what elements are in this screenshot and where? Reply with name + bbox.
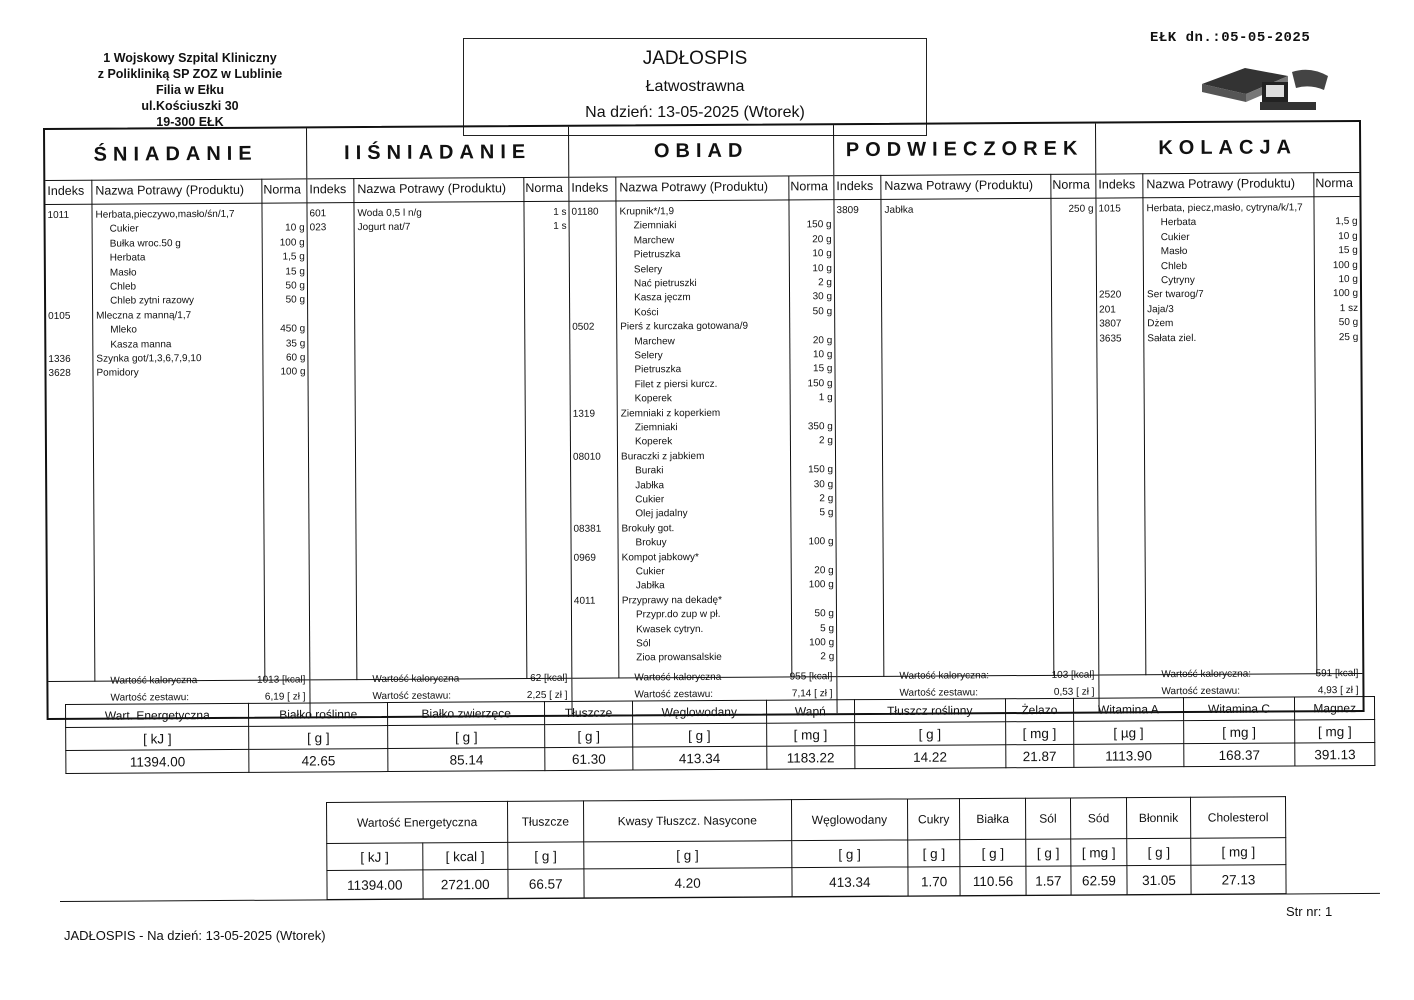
item-index: 08381 xyxy=(573,523,602,535)
column-divider xyxy=(353,178,357,680)
issue-date: EŁK dn.:05-05-2025 xyxy=(1150,30,1311,46)
item-name: Pomidory xyxy=(96,367,139,380)
kcal-label: Wartość kaloryczna xyxy=(372,673,460,685)
item-name: Herbata,pieczywo,masło/śn/1,7 xyxy=(95,208,235,221)
item-norm: 20 g xyxy=(812,233,832,246)
item-name: Koperek xyxy=(634,436,673,448)
item-norm: 50 g xyxy=(285,294,306,306)
item-name: Marchew xyxy=(633,234,675,247)
item-index: 3635 xyxy=(1099,333,1122,345)
kcal-value: 591 [kcal] xyxy=(1315,667,1359,680)
nutrient-value: 21.87 xyxy=(1005,744,1074,767)
nut2-header: Błonnik xyxy=(1126,797,1190,838)
column-headers xyxy=(569,175,833,202)
footer-text: JADŁOSPIS - Na dzień: 13-05-2025 (Wtorek) xyxy=(64,928,326,943)
nutrient-header: Białko zwierzęce xyxy=(387,702,545,726)
nutrient-unit: [ g ] xyxy=(249,726,388,750)
cost-value: 6,19 [ zł ] xyxy=(264,691,306,703)
nutrient-unit: [ mg ] xyxy=(766,723,854,747)
item-name: Herbata xyxy=(1160,217,1197,229)
item-norm: 100 g xyxy=(809,637,835,649)
nutrient-unit: [ g ] xyxy=(545,724,632,748)
nut2-value: 66.57 xyxy=(508,869,584,898)
hospital-info xyxy=(60,50,320,130)
nut2-value: 413.34 xyxy=(792,867,908,897)
item-name: Jabłka xyxy=(884,204,914,216)
nutrient-value: 1113.90 xyxy=(1074,744,1184,768)
item-norm: 20 g xyxy=(812,334,833,346)
nutrient-unit: [ mg ] xyxy=(1005,721,1074,744)
nut2-header: Wartość Energetyczna xyxy=(327,801,508,843)
item-norm: 150 g xyxy=(806,219,832,231)
nut2-unit: [ g ] xyxy=(1025,839,1070,866)
item-norm: 2 g xyxy=(820,651,835,663)
item-index: 2520 xyxy=(1099,289,1122,301)
item-name: Buraki xyxy=(635,465,664,477)
item-index: 01180 xyxy=(571,206,599,218)
column-divider xyxy=(523,177,527,679)
cost-label: Wartość zestawu: xyxy=(110,692,190,704)
item-name: Bułka wroc.50 g xyxy=(109,237,181,250)
item-norm: 15 g xyxy=(812,363,833,375)
item-norm: 20 g xyxy=(814,565,834,577)
nutrient-unit: [ µg ] xyxy=(1074,721,1184,745)
item-index: 1011 xyxy=(47,209,70,221)
item-norm: 35 g xyxy=(285,337,306,350)
meal-section xyxy=(307,127,573,717)
item-name: Przyprawy na dekadę* xyxy=(621,594,722,607)
item-name: Zioa prowansalskie xyxy=(636,652,722,664)
item-name: Selery xyxy=(633,263,663,275)
column-divider xyxy=(615,176,619,678)
column-divider xyxy=(1142,173,1146,675)
item-norm: 50 g xyxy=(285,280,306,292)
hospital-line: Filia w Ełku xyxy=(155,83,225,97)
item-norm: 100 g xyxy=(280,366,306,378)
nutrient-header: Białko roślinne xyxy=(249,703,388,727)
nutrient-unit: [ mg ] xyxy=(1183,720,1295,744)
item-name: Jabłka xyxy=(635,580,665,592)
item-norm: 5 g xyxy=(819,507,834,519)
item-name: Kompot jabkowy* xyxy=(621,551,699,564)
item-index: 1015 xyxy=(1098,203,1121,215)
nut2-unit: [ mg ] xyxy=(1191,838,1286,866)
item-norm: 100 g xyxy=(1332,288,1359,300)
item-name: Kasza jęczm xyxy=(634,292,691,304)
item-name: Cukier xyxy=(1160,231,1190,243)
column-header-norm: Norma xyxy=(790,179,828,194)
item-norm: 100 g xyxy=(808,536,834,548)
item-norm: 150 g xyxy=(808,464,834,476)
item-name: Masło xyxy=(109,267,137,279)
menu-day: Na dzień: 13-05-2025 (Wtorek) xyxy=(585,104,805,121)
item-name: Cukier xyxy=(635,566,665,578)
item-name: Sałata ziel. xyxy=(1147,332,1197,344)
item-name: Filet z piersi kurcz. xyxy=(634,378,718,391)
meal-section xyxy=(569,125,838,715)
nut2-value: 27.13 xyxy=(1191,865,1286,895)
nut2-value: 1.57 xyxy=(1026,866,1071,895)
item-norm: 10 g xyxy=(812,262,832,274)
item-name: Nać pietruszki xyxy=(633,278,697,290)
nutrient-header: Witamina C xyxy=(1183,697,1295,721)
item-norm: 1,5 g xyxy=(282,251,305,263)
item-name: Masło xyxy=(1160,246,1188,258)
nutrient-value: 168.37 xyxy=(1183,743,1295,767)
column-header-name: Nazwa Potrawy (Produktu) xyxy=(95,182,245,198)
item-name: Brokuły got. xyxy=(621,522,675,535)
meal-section xyxy=(1096,122,1363,712)
column-header-name: Nazwa Potrawy (Produktu) xyxy=(884,177,1034,193)
nut2-value: 2721.00 xyxy=(423,869,509,899)
item-name: Kasza manna xyxy=(110,338,172,351)
item-index: 023 xyxy=(309,222,327,234)
item-norm: 50 g xyxy=(1338,317,1359,329)
item-name: Herbata xyxy=(109,252,146,264)
nutrient-unit: [ g ] xyxy=(854,722,1005,746)
item-name: Chleb zytni razowy xyxy=(110,295,195,307)
nutrient-header: Węglowodany xyxy=(632,700,766,724)
item-norm: 15 g xyxy=(1338,245,1358,257)
item-index: 0969 xyxy=(573,552,596,564)
item-norm: 1 g xyxy=(818,392,833,404)
item-name: Przypr.do zup w pł. xyxy=(635,609,721,621)
nut2-header: Węglowodany xyxy=(791,799,907,841)
nutrient-unit: [ g ] xyxy=(632,723,766,747)
nut2-unit: [ kJ ] xyxy=(327,843,423,871)
column-header-name: Nazwa Potrawy (Produktu) xyxy=(1146,176,1296,192)
nut2-header: Kwasy Tłuszcz. Nasycone xyxy=(583,800,791,842)
cost-value: 4,93 [ zł ] xyxy=(1317,684,1359,697)
item-norm: 2 g xyxy=(818,435,833,447)
item-name: Dżem xyxy=(1147,318,1174,330)
item-name: Pietruszka xyxy=(634,364,682,376)
meal-section xyxy=(45,128,311,718)
item-norm: 15 g xyxy=(285,265,305,278)
column-header-name: Nazwa Potrawy (Produktu) xyxy=(357,181,507,197)
kcal-value: 1013 [kcal] xyxy=(256,674,306,686)
column-divider xyxy=(880,175,884,677)
item-name: Marchew xyxy=(634,335,675,347)
item-index: 601 xyxy=(309,208,327,220)
book-computer-icon xyxy=(1200,62,1335,112)
meal-title: ŚNIADANIE xyxy=(45,128,306,181)
nutrient-header: Magnez xyxy=(1295,697,1375,720)
cost-value: 7,14 [ zł ] xyxy=(791,688,833,700)
meal-title: OBIAD xyxy=(569,125,833,178)
hospital-line: 1 Wojskowy Szpital Kliniczny xyxy=(103,51,277,65)
cost-value: 0,53 [ zł ] xyxy=(1053,686,1095,698)
item-norm: 1 sz xyxy=(1339,302,1359,314)
menu-grid xyxy=(43,120,1365,720)
column-header-name: Nazwa Potrawy (Produktu) xyxy=(619,179,769,195)
item-norm: 50 g xyxy=(814,608,835,620)
kcal-label: Wartość kaloryczna xyxy=(110,675,198,687)
kcal-value: 62 [kcal] xyxy=(530,672,568,685)
nut2-value: 110.56 xyxy=(960,866,1026,895)
item-name: Jogurt nat/7 xyxy=(357,222,411,234)
nut2-header: Sól xyxy=(1025,798,1070,839)
nutrient-value: 85.14 xyxy=(388,748,546,772)
item-name: Jaja/3 xyxy=(1147,303,1174,316)
column-header-norm: Norma xyxy=(525,180,563,196)
nut2-unit: [ mg ] xyxy=(1071,839,1127,866)
item-name: Kości xyxy=(634,307,659,319)
item-name: Ziemniaki xyxy=(634,422,678,434)
item-index: 1319 xyxy=(572,408,596,420)
item-name: Mleczna z manną/1,7 xyxy=(96,309,192,322)
page-number: Str nr: 1 xyxy=(1286,904,1333,919)
item-norm: 250 g xyxy=(1068,203,1094,215)
item-norm: 30 g xyxy=(812,291,833,303)
item-name: Pietruszka xyxy=(633,249,681,261)
item-norm: 450 g xyxy=(280,323,306,335)
nut2-value: 31.05 xyxy=(1127,865,1191,894)
nutrient-value: 391.13 xyxy=(1295,742,1375,765)
kcal-value: 103 [kcal] xyxy=(1051,669,1095,681)
nut2-unit: [ g ] xyxy=(583,841,791,869)
item-norm: 60 g xyxy=(285,352,306,364)
nutrient-header: Tłuszcze xyxy=(545,701,632,725)
column-headers xyxy=(307,177,568,204)
nutrition-label-table xyxy=(326,796,1287,900)
item-name: Cytryny xyxy=(1160,274,1195,287)
item-name: Chleb xyxy=(109,281,137,293)
item-name: Kwasek cytryn. xyxy=(636,623,704,635)
item-norm: 10 g xyxy=(1338,230,1358,242)
item-name: Jabłka xyxy=(635,479,665,491)
item-norm: 50 g xyxy=(812,305,833,318)
nutrient-value: 42.65 xyxy=(249,749,388,773)
item-norm: 10 g xyxy=(1338,273,1358,286)
item-index: 3628 xyxy=(48,368,71,380)
item-index: 08010 xyxy=(572,451,601,463)
item-norm: 100 g xyxy=(279,237,305,249)
column-header-norm: Norma xyxy=(1315,175,1353,191)
column-header-index: Indeks xyxy=(836,178,874,194)
column-header-index: Indeks xyxy=(1098,177,1136,192)
item-name: Krupnik*/1,9 xyxy=(619,206,675,218)
item-name: Mleko xyxy=(110,324,137,336)
item-name: Ziemniaki xyxy=(633,220,677,232)
cost-label: Wartość zestawu: xyxy=(1161,685,1241,698)
item-name: Pierś z kurczaka gotowana/9 xyxy=(620,320,749,333)
item-index: 3809 xyxy=(836,205,859,217)
nut2-value: 4.20 xyxy=(583,868,791,898)
nutrient-unit: [ g ] xyxy=(388,725,546,749)
nutrient-header: Żelazo xyxy=(1005,698,1074,721)
nut2-header: Cholesterol xyxy=(1191,797,1286,839)
cost-label: Wartość zestawu: xyxy=(372,690,452,702)
item-name: Szynka got/1,3,6,7,9,10 xyxy=(96,353,202,365)
column-headers xyxy=(1096,172,1359,199)
title-box xyxy=(463,38,927,136)
nut2-value: 1.70 xyxy=(908,867,961,896)
cost-label: Wartość zestawu: xyxy=(634,688,714,701)
nutrient-header: Wart. Energetyczna xyxy=(66,703,250,727)
nutrient-value: 11394.00 xyxy=(66,749,250,773)
nutrient-header: Witamina A xyxy=(1073,698,1183,722)
nut2-header: Sód xyxy=(1070,798,1126,839)
item-norm: 1 s xyxy=(553,221,567,233)
item-name: Sól xyxy=(636,638,651,650)
item-norm: 1,5 g xyxy=(1335,216,1358,228)
item-name: Cukier xyxy=(635,494,665,506)
item-index: 1336 xyxy=(48,353,71,365)
diet-name: Łatwostrawna xyxy=(645,78,745,95)
column-header-index: Indeks xyxy=(309,182,347,197)
item-name: Selery xyxy=(634,350,663,362)
nut2-header: Tłuszcze xyxy=(507,801,583,842)
item-index: 201 xyxy=(1099,304,1116,316)
nutrient-value: 1183.22 xyxy=(767,746,855,770)
meal-section xyxy=(834,124,1100,714)
column-divider xyxy=(261,179,265,681)
item-norm: 100 g xyxy=(808,579,834,591)
nutrition-table xyxy=(65,696,1375,774)
item-name: Brokuy xyxy=(635,537,667,549)
nut2-value: 62.59 xyxy=(1071,866,1127,895)
item-norm: 10 g xyxy=(812,349,833,361)
column-header-norm: Norma xyxy=(1052,177,1090,192)
item-index: 0502 xyxy=(572,321,595,333)
nutrient-value: 413.34 xyxy=(632,746,766,770)
column-headers xyxy=(45,178,306,205)
column-divider xyxy=(1313,172,1317,674)
item-norm: 1 s xyxy=(553,206,567,218)
column-header-norm: Norma xyxy=(263,182,301,197)
nutrient-header: Tłuszcz roślinny xyxy=(854,699,1005,723)
item-name: Cukier xyxy=(109,223,139,235)
nutrient-value: 61.30 xyxy=(545,747,632,771)
item-norm: 30 g xyxy=(813,478,834,490)
item-norm: 150 g xyxy=(807,377,833,390)
nut2-unit: [ g ] xyxy=(508,842,584,869)
nutrient-value: 14.22 xyxy=(855,745,1006,769)
hospital-line: ul.Kościuszki 30 xyxy=(141,99,239,113)
item-norm: 100 g xyxy=(1332,259,1358,271)
item-norm: 2 g xyxy=(819,493,834,505)
item-name: Buraczki z jabkiem xyxy=(620,450,705,463)
item-norm: 10 g xyxy=(812,248,832,260)
meal-title: KOLACJA xyxy=(1096,122,1359,175)
kcal-value: 955 [kcal] xyxy=(789,671,833,683)
nut2-header: Cukry xyxy=(907,799,960,840)
cost-label: Wartość zestawu: xyxy=(899,687,979,699)
column-header-index: Indeks xyxy=(571,180,609,195)
item-name: Olej jadalny xyxy=(635,508,688,520)
nut2-unit: [ g ] xyxy=(792,840,908,868)
column-headers xyxy=(834,174,1095,201)
item-norm: 10 g xyxy=(285,222,305,234)
item-norm: 5 g xyxy=(820,622,835,634)
item-index: 0105 xyxy=(48,310,71,322)
cost-value: 2,25 [ zł ] xyxy=(526,689,568,702)
column-divider xyxy=(1050,174,1054,676)
item-name: Chleb xyxy=(1160,260,1188,272)
nutrient-unit: [ kJ ] xyxy=(66,726,250,750)
kcal-label: Wartość kaloryczna: xyxy=(899,670,990,682)
item-norm: 25 g xyxy=(1338,331,1359,343)
nut2-unit: [ g ] xyxy=(960,839,1026,866)
item-name: Herbata, piecz,masło, cytryna/k/1,7 xyxy=(1146,202,1303,215)
meal-title: IIŚNIADANIE xyxy=(307,127,568,180)
item-name: Ser twarog/7 xyxy=(1147,289,1204,301)
document-title: JADŁOSPIS xyxy=(642,48,748,69)
column-header-index: Indeks xyxy=(47,183,85,198)
item-index: 4011 xyxy=(573,595,596,607)
hospital-line: 19-300 EŁK xyxy=(156,115,224,129)
nutrient-unit: [ mg ] xyxy=(1295,720,1375,743)
nut2-unit: [ kcal ] xyxy=(422,842,507,870)
item-norm: 350 g xyxy=(807,421,833,433)
item-norm: 2 g xyxy=(818,277,832,289)
kcal-label: Wartość kaloryczna: xyxy=(1161,668,1252,681)
meal-title: PODWIECZOREK xyxy=(834,124,1095,177)
column-divider xyxy=(91,180,95,682)
nut2-unit: [ g ] xyxy=(1127,838,1191,865)
nut2-value: 11394.00 xyxy=(327,870,423,900)
item-name: Woda 0,5 l n/g xyxy=(357,207,422,220)
item-index: 3807 xyxy=(1099,318,1122,330)
hospital-line: z Polikliniką SP ZOZ w Lublinie xyxy=(97,67,283,81)
column-divider xyxy=(788,175,792,677)
item-name: Koperek xyxy=(634,393,672,405)
nutrient-header: Wapń xyxy=(766,700,854,724)
item-name: Ziemniaki z koperkiem xyxy=(620,407,721,420)
kcal-label: Wartość kaloryczna xyxy=(634,671,722,684)
nut2-header: Białka xyxy=(960,798,1026,839)
nut2-unit: [ g ] xyxy=(908,840,961,867)
